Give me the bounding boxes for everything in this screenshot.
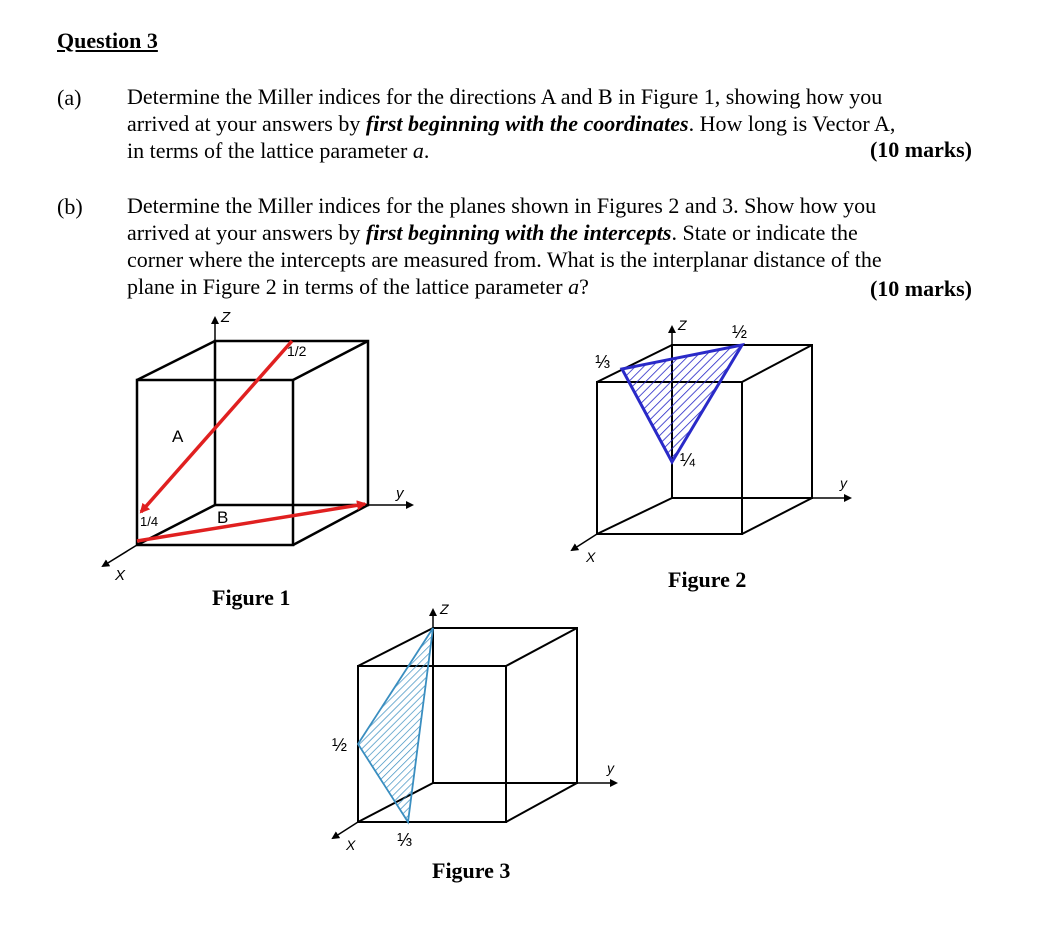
part-a-label: (a) [57,85,82,110]
figure-1-label-a: A [172,427,184,446]
figure-2-axis-y-label: y [840,475,847,491]
part-b-marks: (10 marks) [869,276,972,301]
figure-2-axis-z-label: Z [678,317,687,333]
figure-3-axis-z-label: Z [440,601,449,617]
figure-1-axis-z-label: Z [221,309,231,326]
part-b-line-2-pre: arrived at your answers by [127,220,366,245]
figure-3-axis-x-label: X [346,837,356,853]
figure-3 [332,601,616,883]
figure-1-axis-x-label: X [115,567,126,584]
figure-2-label-third: ⅓ [595,352,611,372]
part-b-emphasis: first beginning with the intercepts [365,220,672,245]
figure-2-axis-x-label: X [586,549,596,565]
figure-3-plane [358,628,433,822]
figure-2-caption: Figure 2 [668,567,747,592]
figure-2-label-quarter: ¼ [680,450,696,470]
part-b-line-4-post: ? [579,274,589,299]
part-b-line-2-post: . State or indicate the [671,220,858,245]
part-a-line-3-pre: in terms of the lattice parameter [127,138,413,163]
question-title: Question 3 [57,28,158,53]
part-b-line-1: Determine the Miller indices for the planes shown in Figures 2 and 3. Show how you [127,193,877,218]
figure-1-caption: Figure 1 [212,585,291,610]
part-a-line-1: Determine the Miller indices for the directions A and B in Figure 1, showing how you [127,84,883,109]
figure-3-caption: Figure 3 [432,858,511,883]
figure-2 [572,317,850,592]
figure-3-x-axis [333,822,358,838]
part-b-variable: a [568,274,580,299]
part-b-label: (b) [57,194,83,219]
figure-3-label-third: ⅓ [397,830,413,850]
part-a-variable: a [412,138,424,163]
part-a-marks: (10 marks) [869,137,972,162]
figure-1-axis-y-label: y [396,485,404,502]
part-a-line-2-post: . How long is Vector A, [688,111,896,136]
figure-1-label-b: B [217,508,229,527]
figure-1-label-quarter: 1/4 [140,514,159,529]
figure-1 [103,309,412,610]
figure-1-x-axis [103,545,137,566]
part-a-line-2-pre: arrived at your answers by [127,111,366,136]
figure-3-axis-y-label: y [607,760,614,776]
part-a-line-3-post: . [423,138,430,163]
part-b-line-4-pre: plane in Figure 2 in terms of the lattice parameter [127,274,569,299]
figure-1-label-half: 1/2 [287,343,307,359]
part-b-line-3: corner where the intercepts are measured from. What is the interplanar distance of the [127,247,882,272]
part-a-emphasis: first beginning with the coordinates [365,111,689,136]
figure-2-plane [622,345,742,462]
figure-2-x-axis [572,534,597,550]
figure-2-label-half: ½ [732,322,748,342]
figure-3-label-half: ½ [332,735,348,755]
figure-1-vector-b [137,504,365,541]
